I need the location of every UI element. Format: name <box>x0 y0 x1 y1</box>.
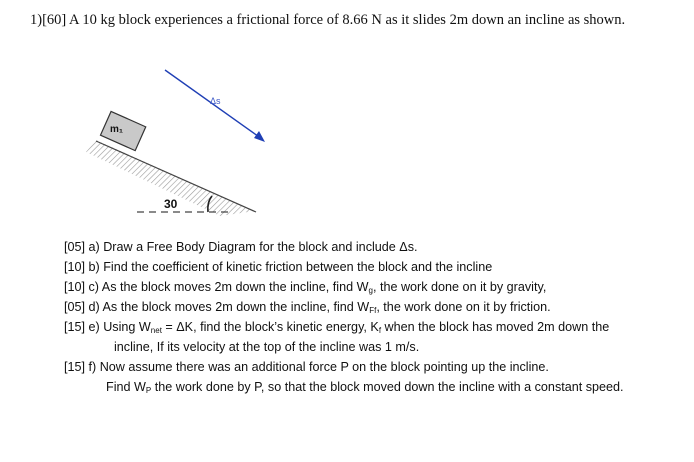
block-label: m₁ <box>110 124 124 135</box>
block-m1 <box>100 111 145 150</box>
displacement-arrowhead <box>254 131 265 142</box>
part-d: [05] d) As the block moves 2m down the incline, find $W_{Ff}$, the work done on it by friction. <box>64 300 551 315</box>
part-e: [15] e) Using $W_{net} = \Delta K$, find the block’s kinetic energy, $K_f$ when the block has moved 2m down the <box>64 320 610 335</box>
problem-title: 1)[60] A 10 kg block experiences a frictional force of 8.66 N as it slides 2m down an incline as shown. <box>30 12 626 28</box>
angle-label: 30 <box>164 197 178 211</box>
displacement-label: Δs <box>210 96 221 106</box>
part-e-continued: incline, If its velocity at the top of the incline was 1 m/s. <box>114 340 420 354</box>
part-c: [10] c) As the block moves 2m down the incline, find $W_g$, the work done on it by gravity, <box>64 280 547 295</box>
part-f-continued: Find $W_P$ the work done by P, so that the block moved down the incline with a constant speed. <box>106 380 624 395</box>
question-parts <box>64 237 690 397</box>
part-f: [15] f) Now assume there was an additional force P on the block pointing up the incline. <box>64 360 549 374</box>
part-b: [10] b) Find the coefficient of kinetic friction between the block and the incline <box>64 260 493 274</box>
part-a: [05] a) Draw a Free Body Diagram for the block and include Δs. <box>64 240 418 254</box>
